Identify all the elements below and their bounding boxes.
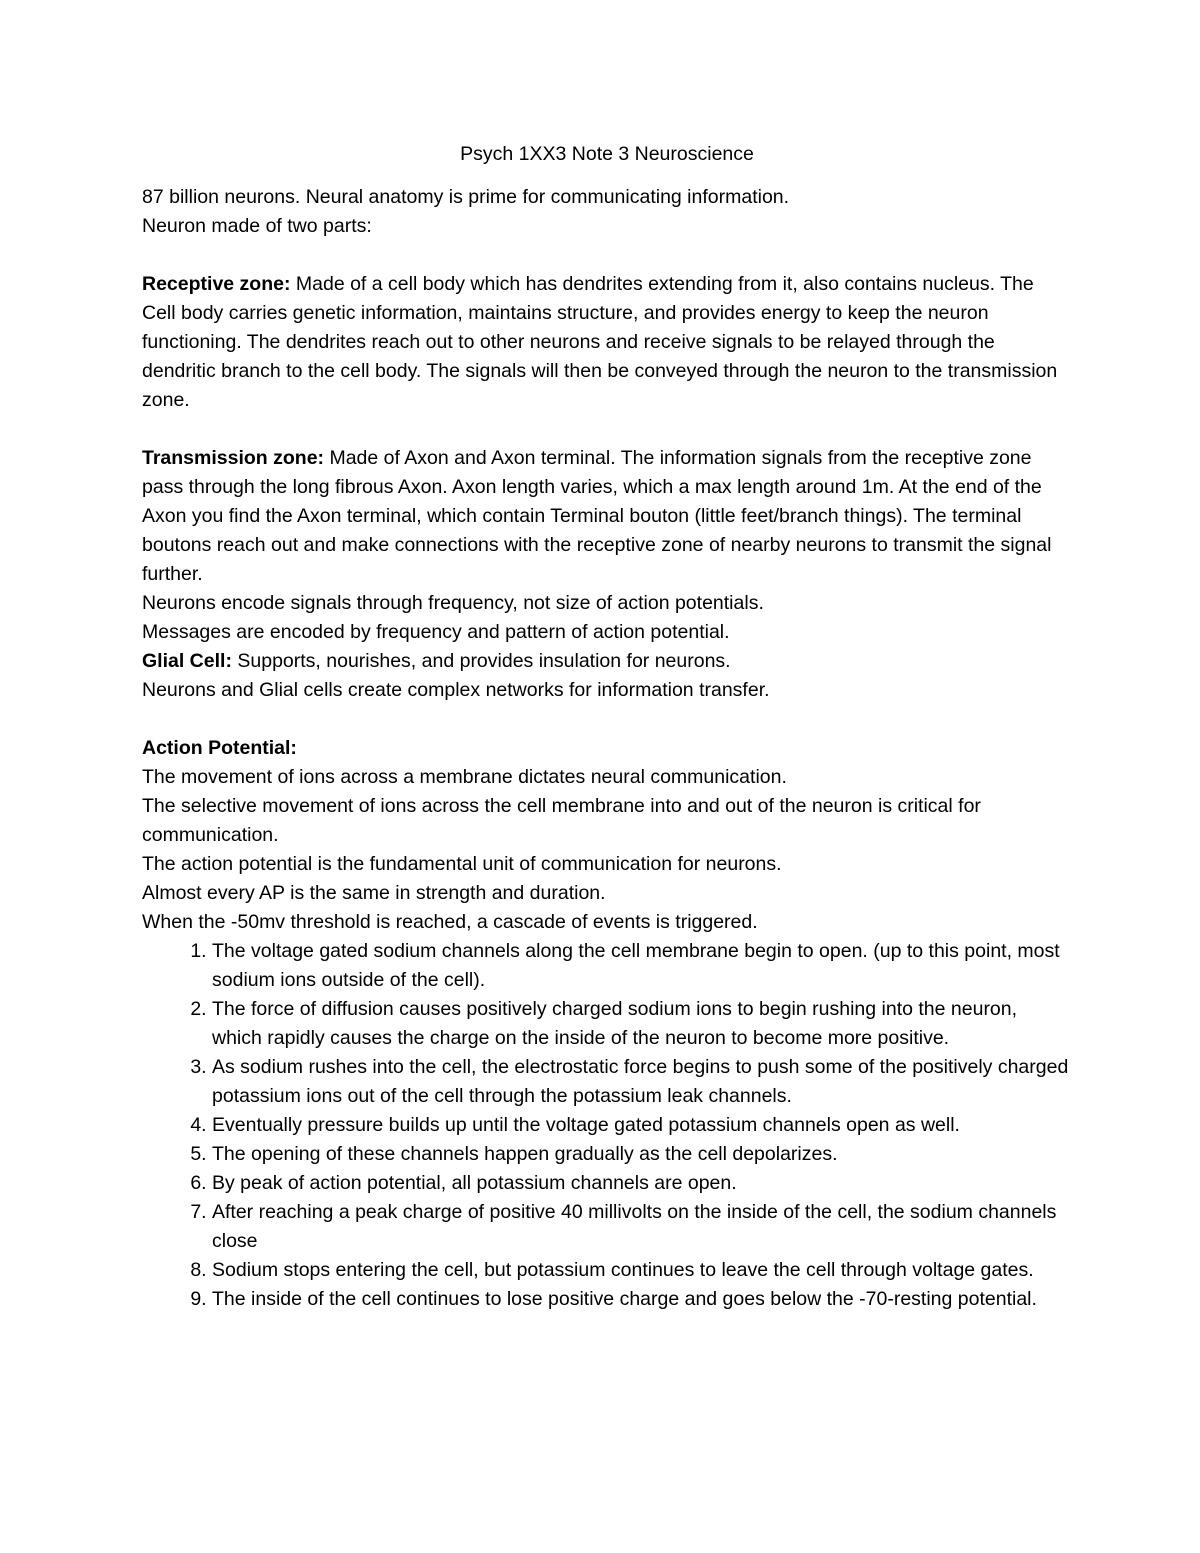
step-item: 2. The force of diffusion causes positively charged sodium ions to begin rushing into the neuron, which rapidly causes the charge on the inside of the neuron to become more positive. [212, 995, 1072, 1053]
action-potential-heading: Action Potential: [142, 737, 297, 759]
encode-line: Neurons encode signals through frequency, not size of action potentials. [142, 592, 764, 614]
spacer [142, 415, 1072, 444]
action-potential-line: The movement of ions across a membrane dictates neural communication. [142, 766, 787, 788]
glial-cell-label: Glial Cell: [142, 650, 232, 672]
action-potential-line: The action potential is the fundamental unit of communication for neurons. [142, 853, 782, 875]
intro-line: Neuron made of two parts: [142, 215, 372, 237]
spacer [142, 241, 1072, 270]
receptive-zone-paragraph [142, 270, 1072, 415]
step-item: 6. By peak of action potential, all potassium channels are open. [212, 1169, 1072, 1198]
step-item: 1. The voltage gated sodium channels along the cell membrane begin to open. (up to this point, most sodium ions outside of the cell). [212, 937, 1072, 995]
intro-line: 87 billion neurons. Neural anatomy is prime for communicating information. [142, 186, 790, 208]
step-item: 7. After reaching a peak charge of positive 40 millivolts on the inside of the cell, the sodium channels close [212, 1198, 1072, 1256]
page-title: Psych 1XX3 Note 3 Neuroscience [460, 143, 754, 165]
action-potential-line: When the -50mv threshold is reached, a cascade of events is triggered. [142, 911, 758, 933]
action-potential-line: Almost every AP is the same in strength and duration. [142, 882, 606, 904]
action-potential-line: The selective movement of ions across the cell membrane into and out of the neuron is critical for communication. [142, 795, 981, 846]
glial-cell-text: Supports, nourishes, and provides insulation for neurons. [231, 650, 731, 672]
receptive-zone-text: Made of a cell body which has dendrites extending from it, also contains nucleus. The Cell body carries genetic information, maintains structure, and provides energy to keep the neuron functioning. The dendrites reach out to other neurons and receive signals to be relayed through the dendritic branch to the cell body. The signals will then be conveyed through the neuron to the transmission zone. [142, 273, 1058, 411]
action-potential-steps [142, 937, 1072, 1314]
transmission-zone-label: Transmission zone: [142, 447, 325, 469]
transmission-zone-text: Made of Axon and Axon terminal. The information signals from the receptive zone pass through the long fibrous Axon. Axon length varies, which a max length around 1m. At the end of the Axon you find the Axon terminal, which contain Terminal bouton (little feet/branch things). The terminal boutons reach out and make connections with the receptive zone of nearby neurons to transmit the signal further. [142, 447, 1052, 585]
step-item: 3. As sodium rushes into the cell, the electrostatic force begins to push some of the positively charged potassium ions out of the cell through the potassium leak channels. [212, 1053, 1072, 1111]
receptive-zone-label: Receptive zone: [142, 273, 291, 295]
encode-line: Messages are encoded by frequency and pattern of action potential. [142, 621, 730, 643]
spacer [142, 705, 1072, 734]
step-item: 9. The inside of the cell continues to lose positive charge and goes below the -70-resting potential. [212, 1285, 1072, 1314]
step-item: 5. The opening of these channels happen gradually as the cell depolarizes. [212, 1140, 1072, 1169]
transmission-zone-paragraph [142, 444, 1072, 589]
step-item: 8. Sodium stops entering the cell, but potassium continues to leave the cell through voltage gates. [212, 1256, 1072, 1285]
network-line: Neurons and Glial cells create complex networks for information transfer. [142, 679, 770, 701]
document-page [142, 140, 1072, 1314]
glial-cell-paragraph [142, 647, 1072, 676]
step-item: 4. Eventually pressure builds up until the voltage gated potassium channels open as well. [212, 1111, 1072, 1140]
